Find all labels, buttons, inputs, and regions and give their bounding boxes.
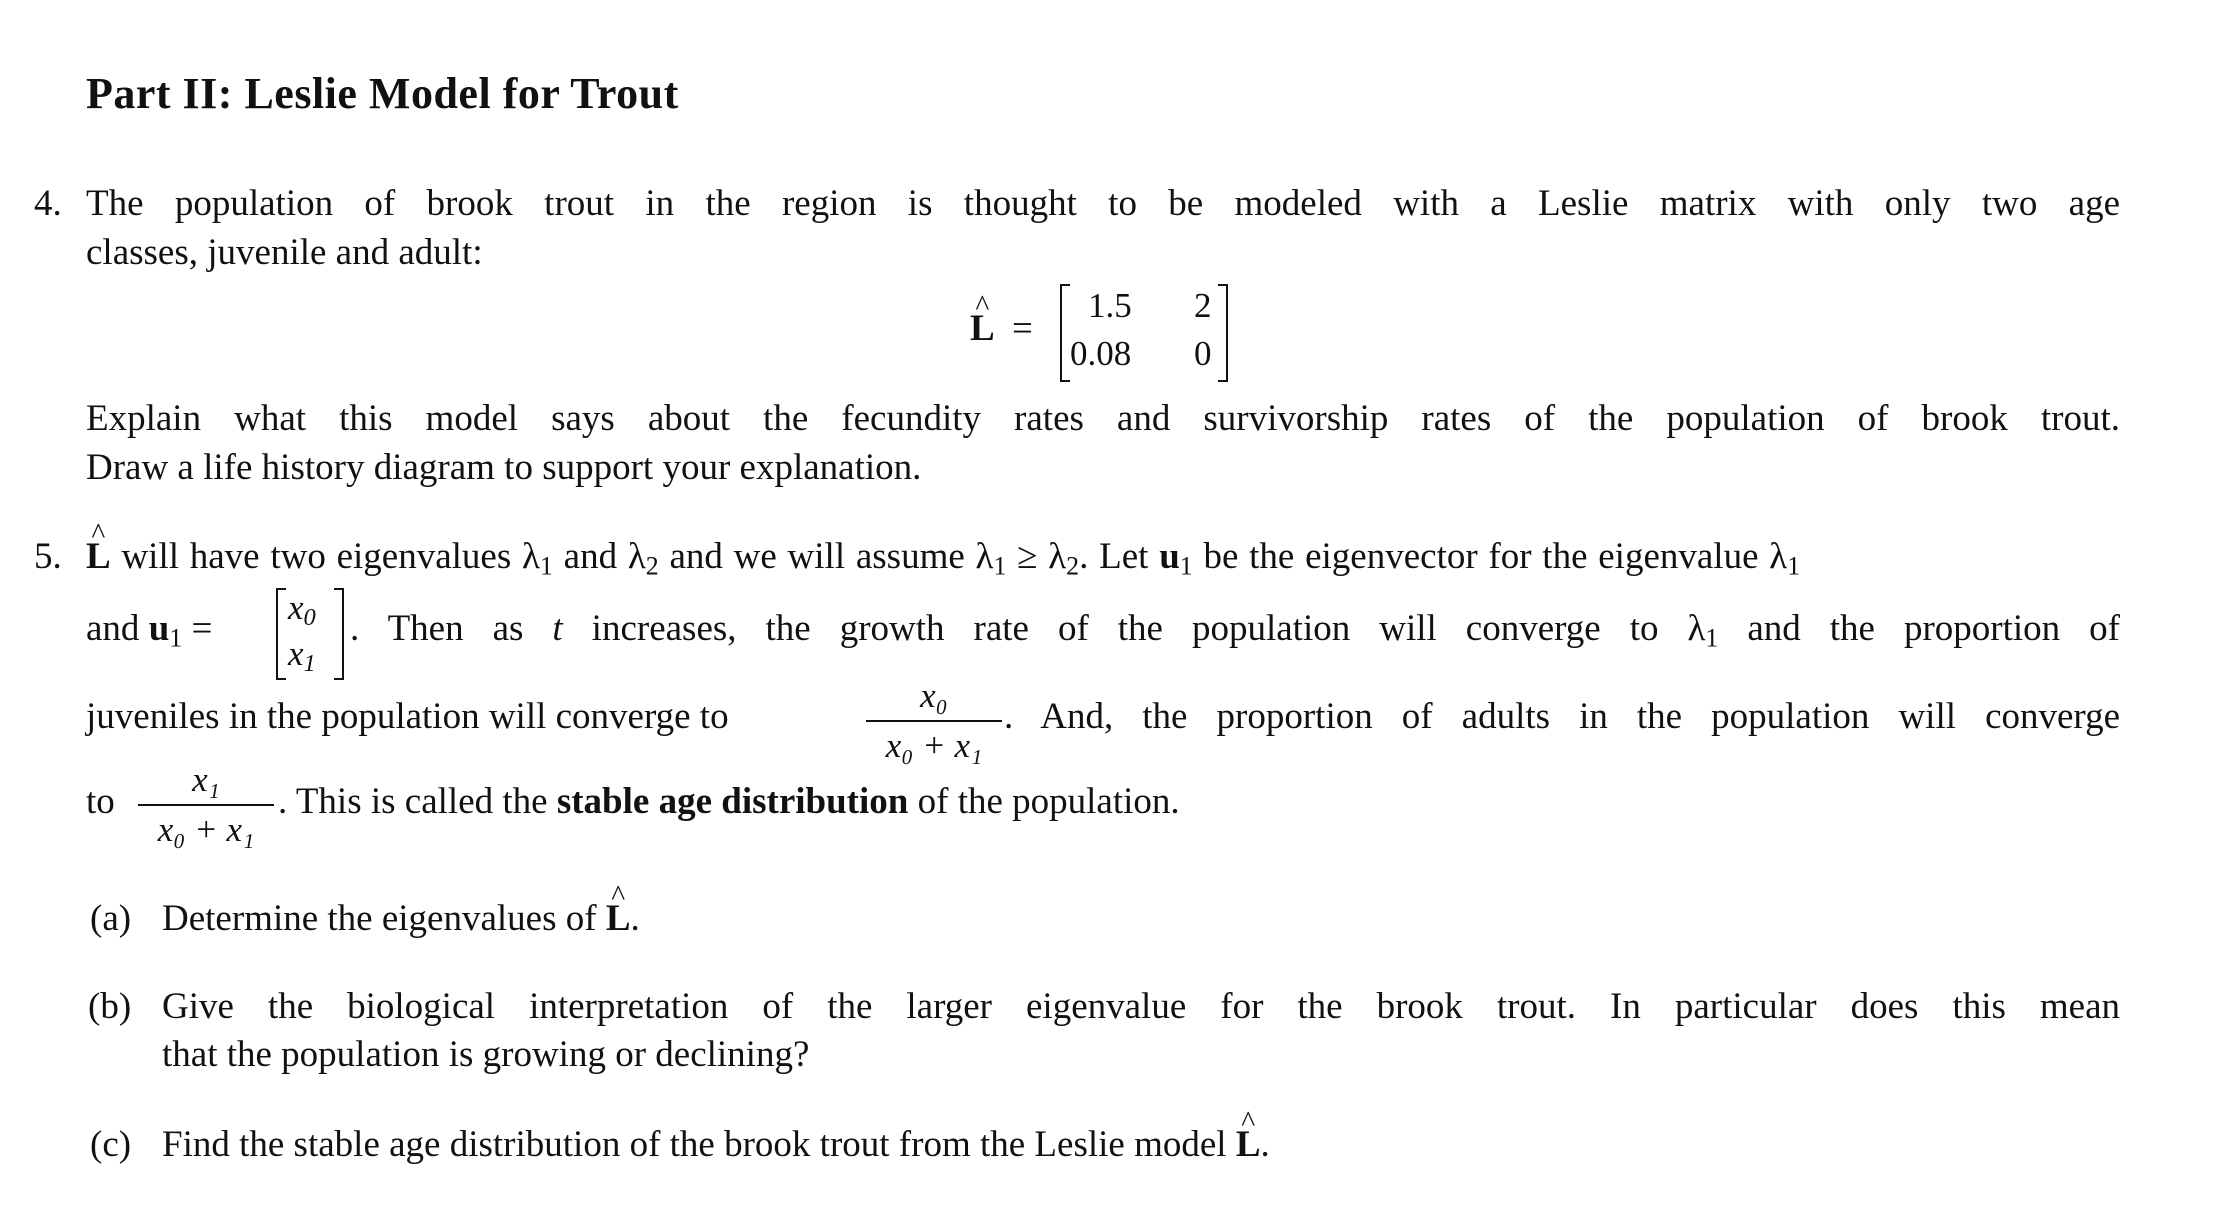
question-4-line-2: classes, juvenile and adult: (86, 232, 483, 273)
text: Determine the eigenvalues of (162, 898, 606, 939)
text: . Then as (350, 608, 553, 649)
question-5-number: 5. (34, 536, 62, 577)
matrix-cell-0-0: 1.5 (1088, 286, 1132, 325)
subscript: 1 (1787, 551, 1801, 581)
u-vector-symbol: u (148, 608, 170, 649)
juvenile-fraction (866, 676, 1002, 766)
fraction-bar (866, 720, 1002, 722)
u-vector-symbol: u (1159, 536, 1180, 577)
text: and λ (552, 536, 646, 577)
text: of the population. (908, 781, 1180, 822)
question-5-line-4-start: to (86, 781, 115, 822)
part-c-text (162, 1126, 1270, 1163)
text: increases, the growth rate of the population will converge to λ (562, 608, 1706, 649)
vector-x1: $x_1$ (288, 634, 316, 678)
part-c-label: (c) (90, 1124, 132, 1165)
fraction-denominator: x₀ + x₁ (157, 810, 255, 849)
t-variable: t (552, 608, 563, 649)
matrix-symbol (970, 310, 1033, 347)
part-a-text (162, 900, 640, 937)
fraction-numerator: x₁ (192, 760, 220, 799)
question-5-line-1 (86, 536, 2120, 581)
part-a-label: (a) (90, 898, 132, 939)
matrix-cell-0-1: 2 (1194, 286, 1212, 325)
leslie-matrix (1060, 284, 1228, 382)
question-5-line-4-rest (278, 783, 1180, 820)
l-hat-symbol: ^ L (1236, 1126, 1261, 1163)
text: . Let (1079, 536, 1160, 577)
text: be the eigenvector for the eigenvalue λ (1192, 536, 1788, 577)
subscript: 1 (169, 623, 183, 653)
text: and we will assume λ (658, 536, 994, 577)
fraction-bar (138, 804, 274, 806)
text: and (86, 608, 149, 649)
question-5-line-3-rest: . And, the proportion of adults in the population will converge (1004, 696, 2120, 737)
question-4-explain-line-2: Draw a life history diagram to support your explanation. (86, 447, 922, 488)
vector-x0: $x_0$ (288, 588, 316, 632)
question-5-line-2-rest (350, 608, 2120, 653)
text: . (1260, 1124, 1270, 1165)
subscript: 1 (1705, 623, 1719, 653)
question-5-line-2-start (86, 608, 213, 653)
part-b-label: (b) (88, 986, 132, 1027)
part-b-line-1: Give the biological interpretation of the larger eigenvalue for the brook trout. In particular does this mean (162, 986, 2120, 1027)
question-4-number: 4. (34, 183, 62, 224)
subscript: 1 (1179, 551, 1193, 581)
matrix-cell-1-1: 0 (1194, 334, 1212, 373)
question-4-line-1: The population of brook trout in the region is thought to be modeled with a Leslie matrix with only two age (86, 183, 2120, 224)
l-hat-symbol: ^ L (86, 538, 111, 575)
subscript: 1 (993, 551, 1007, 581)
adult-fraction (138, 760, 274, 850)
matrix-cell-1-0: 0.08 (1070, 334, 1132, 373)
question-4-explain-line-1: Explain what this model says about the fecundity rates and survivorship rates of the population of brook trout. (86, 398, 2120, 439)
equals-sign: = (1011, 308, 1033, 349)
text: will have two eigenvalues λ (121, 536, 540, 577)
l-hat-symbol: ^ L (970, 310, 995, 347)
text: ≥ λ (1006, 536, 1067, 577)
equals-sign: = (182, 608, 213, 649)
text: . (630, 898, 640, 939)
fraction-numerator: x₀ (920, 676, 948, 715)
question-5-line-3-start: juveniles in the population will converge to (86, 696, 729, 737)
text: . This is called the (278, 781, 557, 822)
part-b-line-2: that the population is growing or declining? (162, 1034, 810, 1075)
fraction-denominator: x₀ + x₁ (885, 726, 983, 765)
section-title: Part II: Leslie Model for Trout (86, 69, 679, 118)
text: and the proportion of (1718, 608, 2120, 649)
l-hat-symbol: ^ L (606, 900, 631, 937)
eigenvector (276, 588, 344, 680)
subscript: 1 (539, 551, 553, 581)
subscript: 2 (645, 551, 659, 581)
stable-age-distribution-term: stable age distribution (556, 781, 909, 822)
subscript: 2 (1066, 551, 1080, 581)
text: Find the stable age distribution of the brook trout from the Leslie model (162, 1124, 1236, 1165)
